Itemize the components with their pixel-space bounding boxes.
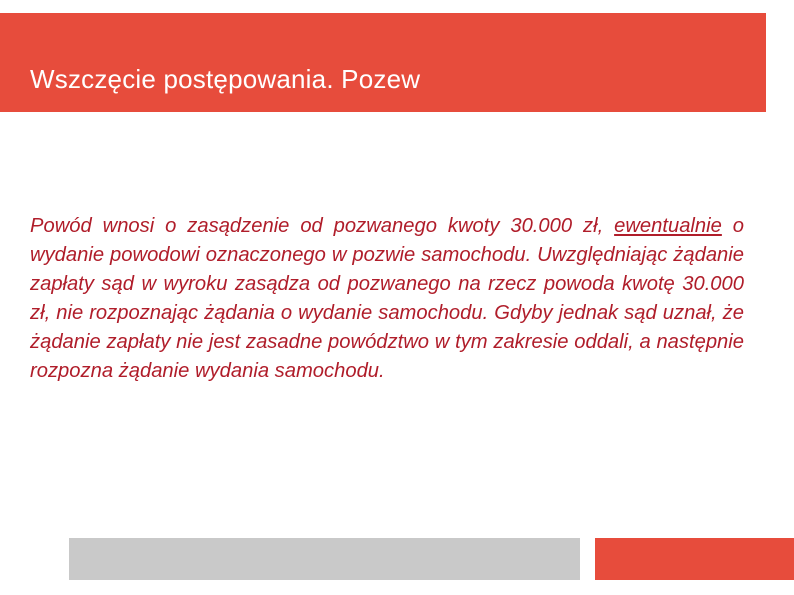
title-bar	[0, 13, 766, 112]
body-text-part-1: Powód wnosi o zasądzenie od pozwanego kwoty 30.000 zł,	[30, 215, 615, 237]
footer-red-bar	[595, 538, 794, 580]
body-text-part-2: o wydanie powodowi oznaczonego w pozwie samochodu. Uwzględniając żądanie zapłaty sąd w wyroku zasądza od pozwanego na rzecz powoda kwotę 30.000 zł, nie rozpoznając żądania o wydanie samochodu. Gdyby jednak sąd uznał, że żądanie zapłaty nie jest zasadne powództwo w tym zakresie oddali, a następnie rozpozna żądanie wydania samochodu.	[30, 215, 744, 382]
footer-gray-bar	[69, 538, 580, 580]
body-text-underlined-word: ewentualnie	[614, 215, 722, 237]
slide-title: Wszczęcie postępowania. Pozew	[30, 64, 421, 94]
slide-body-text	[30, 212, 744, 386]
